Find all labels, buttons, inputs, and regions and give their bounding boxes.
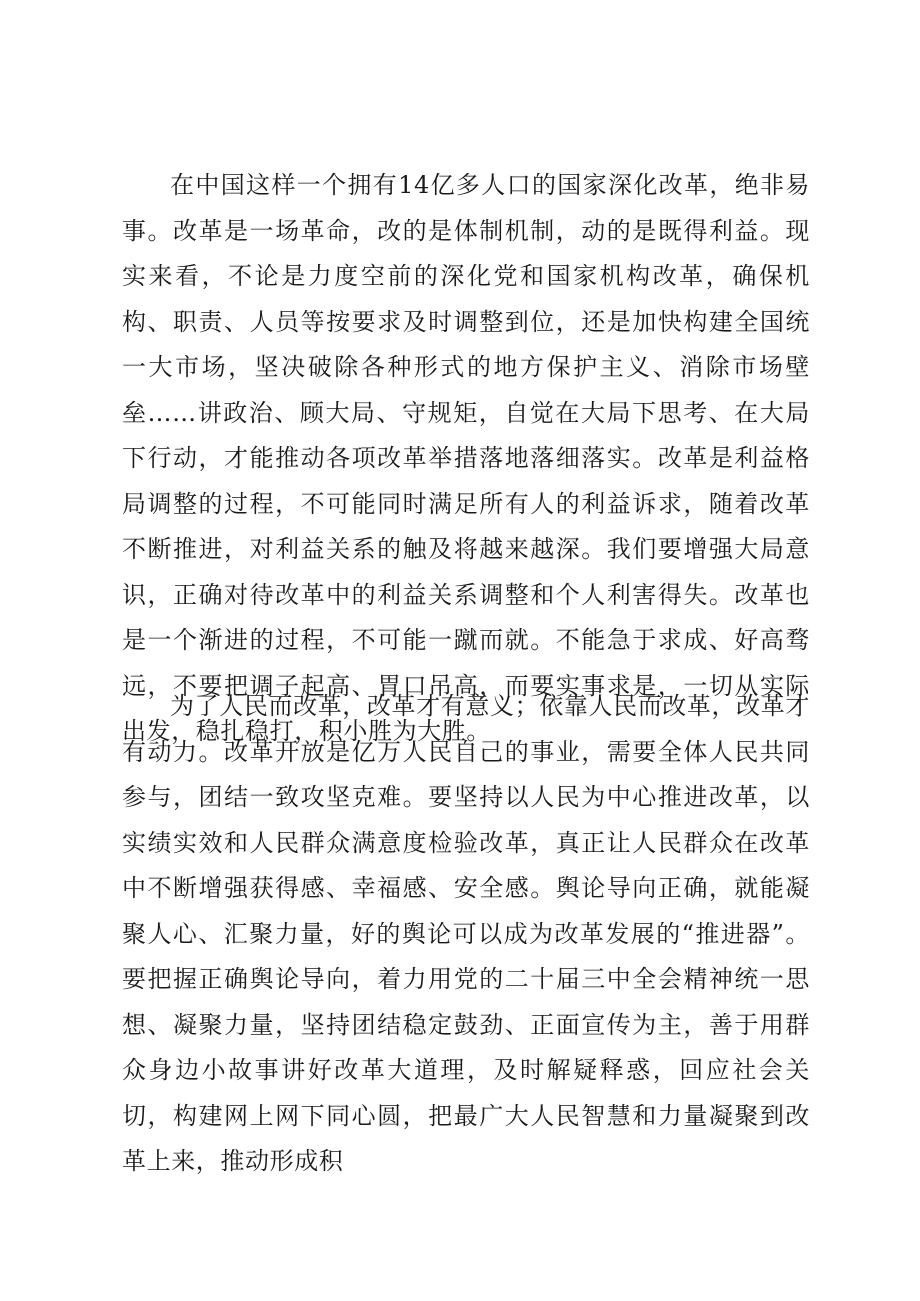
paragraph-2: 为了人民而改革，改革才有意义；依靠人民而改革，改革才有动力。改革开放是亿万人民自己的事业，需要全体人民共同参与，团结一致攻坚克难。要坚持以人民为中心推进改革，以实绩实效和人民群众满意度检验改革，真正让人民群众在改革中不断增强获得感、幸福感、安全感。舆论导向正确，就能凝聚人心、汇聚力量，好的舆论可以成为改革发展的“推进器”。要把握正确舆论导向，着力用党的二十届三中全会精神统一思想、凝聚力量，坚持团结稳定鼓劲、正面宣传为主，善于用群众身边小故事讲好改革大道理，及时解疑释惑，回应社会关切，构建网上网下同心圆，把最广大人民智慧和力量凝聚到改革上来，推动形成积 xyxy=(122,692,810,1175)
text-block-1 xyxy=(122,163,810,755)
text-block-2 xyxy=(122,684,810,1185)
paragraph-1: 在中国这样一个拥有14亿多人口的国家深化改革，绝非易事。改革是一场革命，改的是体制机制，动的是既得利益。现实来看，不论是力度空前的深化党和国家机构改革，确保机构、职责、人员等按要求及时调整到位，还是加快构建全国统一大市场，坚决破除各种形式的地方保护主义、消除市场壁垒……讲政治、顾大局、守规矩，自觉在大局下思考、在大局下行动，才能推动各项改革举措落地落细落实。改革是利益格局调整的过程，不可能同时满足所有人的利益诉求，随着改革不断推进，对利益关系的触及将越来越深。我们要增强大局意识，正确对待改革中的利益关系调整和个人利害得失。改革也是一个渐进的过程，不可能一蹴而就。不能急于求成、好高骛远，不要把调子起高、胃口吊高，而要实事求是，一切从实际出发，稳扎稳打，积小胜为大胜。 xyxy=(122,171,810,745)
